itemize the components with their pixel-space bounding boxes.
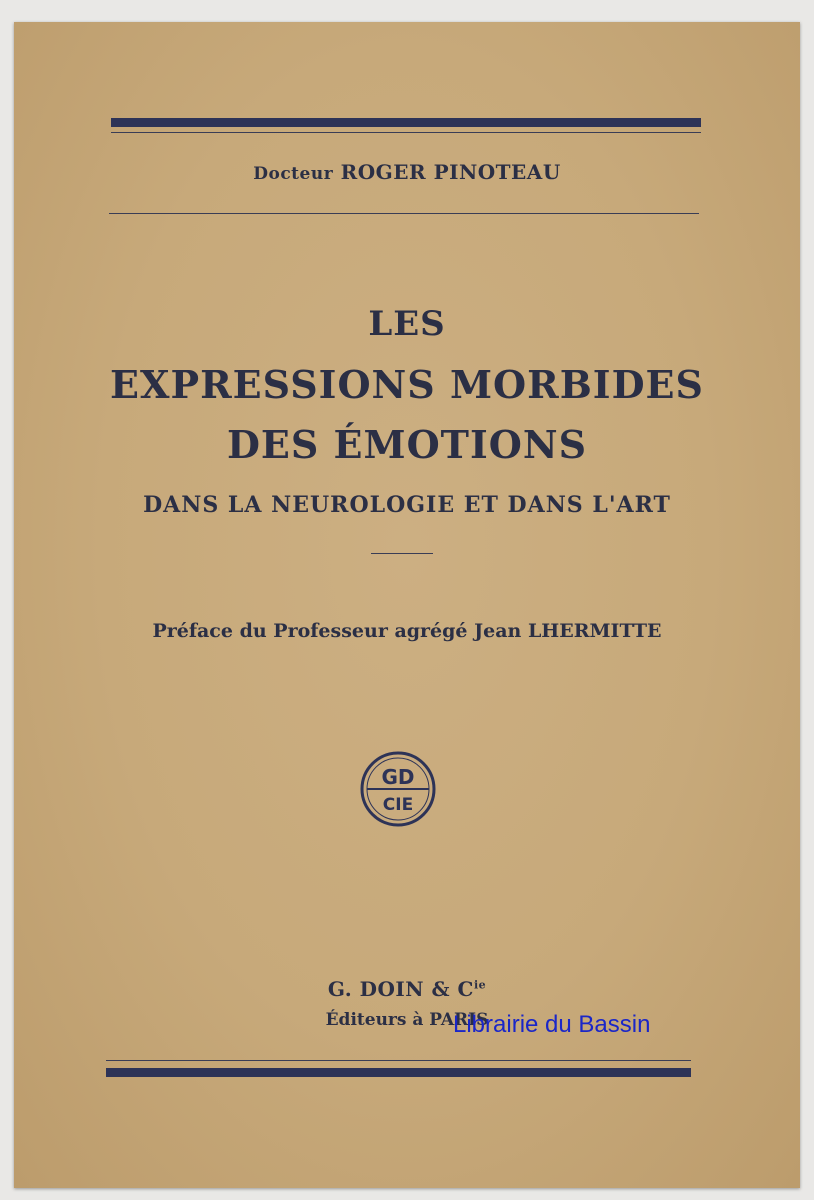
- title-line-1: LES: [368, 304, 446, 344]
- bottom-thick-rule: [106, 1068, 691, 1077]
- publisher-place: Éditeurs à PARIS: [325, 1010, 489, 1030]
- top-thin-rule: [111, 132, 701, 133]
- publisher-sup: ie: [473, 978, 487, 992]
- author-rule: [109, 213, 699, 214]
- author-line: [14, 160, 800, 184]
- bottom-thin-rule: [106, 1060, 691, 1061]
- title-line-2: EXPRESSIONS MORBIDES: [110, 362, 704, 407]
- title-line-3: DES ÉMOTIONS: [226, 422, 588, 467]
- subtitle: DANS LA NEUROLOGIE ET DANS L'ART: [143, 492, 671, 518]
- short-divider: [371, 553, 433, 554]
- author-name: ROGER PINOTEAU: [340, 160, 561, 184]
- publisher-name: [14, 977, 800, 1001]
- preface-line: Préface du Professeur agrégé Jean LHERMITTE: [152, 620, 662, 642]
- book-cover: [14, 22, 800, 1188]
- publisher-main: G. DOIN & C: [327, 977, 474, 1001]
- svg-text:CIE: CIE: [382, 795, 414, 815]
- author-prefix: Docteur: [253, 164, 334, 184]
- svg-text:GD: GD: [381, 765, 415, 789]
- watermark-text: Librairie du Bassin: [453, 1011, 651, 1038]
- publisher-logo: [359, 750, 437, 828]
- top-thick-rule: [111, 118, 701, 127]
